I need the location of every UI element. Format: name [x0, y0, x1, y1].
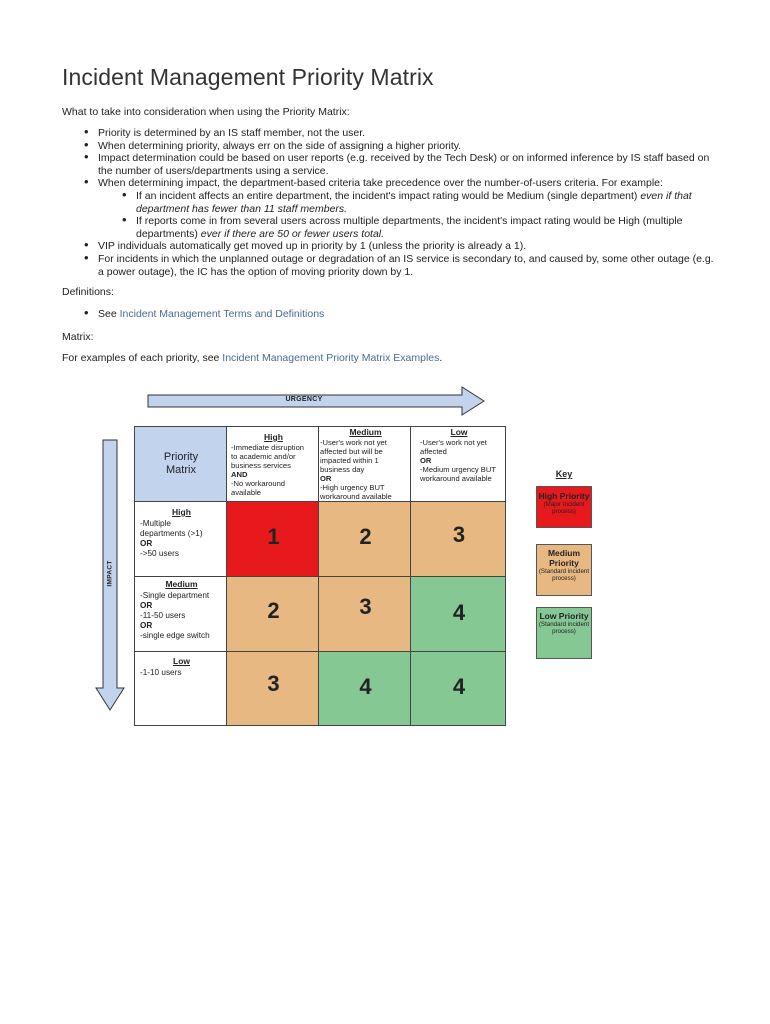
priority-cell [318, 651, 411, 726]
key-item-note: (Standard incident process) [538, 621, 590, 636]
criteria-line: -Multiple [140, 519, 171, 528]
criteria-line: to academic and/or [231, 452, 296, 461]
criteria-line: workaround available [320, 492, 392, 501]
priority-number: 4 [452, 600, 466, 625]
key-low-priority [536, 607, 592, 659]
criteria-line: workaround available [420, 474, 492, 483]
urgency-high-header [226, 426, 319, 502]
examples-prefix: For examples of each priority, see [62, 352, 223, 364]
emphasis-text: ever if there are 50 or fewer users total. [200, 227, 385, 240]
criteria-line: OR [420, 456, 432, 465]
examples-text [62, 352, 442, 365]
urgency-medium-header [318, 426, 411, 502]
criteria-line: impacted within 1 [320, 456, 379, 465]
examples-suffix: . [439, 352, 443, 364]
intro-text: What to take into consideration when using the Priority Matrix: [62, 106, 350, 118]
impact-high-header [134, 501, 227, 577]
priority-number: 3 [359, 594, 372, 619]
list-item-text: When determining impact, the department-based criteria take precedence over the number-of-users criteria. For example: [98, 177, 663, 190]
criteria-line: -No workaround [231, 479, 286, 488]
priority-number: 4 [359, 674, 372, 699]
priority-cell [410, 501, 506, 577]
impact-low-criteria [140, 668, 228, 678]
priority-number: 3 [452, 522, 466, 547]
urgency-low-title: Low [450, 427, 468, 437]
priority-cell [410, 651, 506, 726]
criteria-line: affected but will be [320, 447, 383, 456]
list-item: • For incidents in which the unplanned outage or degradation of an IS service is secondary to, and caused by, some other outage (e.g. a power outage), the IC has the option of moving priority down by 1. [84, 253, 714, 278]
priority-number: 4 [452, 674, 466, 699]
urgency-high-criteria [231, 443, 319, 497]
key-title: Key [555, 469, 573, 479]
criteria-line: AND [231, 470, 248, 479]
impact-medium-criteria [140, 591, 228, 641]
priority-cell [226, 576, 319, 652]
criteria-line: -User's work not yet [420, 438, 487, 447]
key-item-note: (Standard incident process) [538, 568, 590, 583]
list-item: • Impact determination could be based on user reports (e.g. received by the Tech Desk) or on informed inference by IS staff based on the number of users/departments using a service. [84, 152, 714, 177]
list-item: • Priority is determined by an IS staff member, not the user. [84, 127, 714, 140]
key-high-priority [536, 486, 592, 528]
sub-list [98, 190, 714, 240]
matrix-examples-link[interactable]: Incident Management Priority Matrix Examples [222, 352, 440, 364]
list-item: • VIP individuals automatically get moved up in priority by 1 (unless the priority is already a 1). [84, 240, 714, 253]
impact-label: IMPACT [106, 560, 114, 587]
priority-cell [318, 501, 411, 577]
criteria-line: -Medium urgency BUT [420, 465, 496, 474]
priority-cell [410, 576, 506, 652]
urgency-high-title: High [264, 432, 283, 442]
priority-number: 1 [267, 524, 280, 549]
criteria-line: departments (>1) [140, 529, 203, 538]
priority-cell [318, 576, 411, 652]
key-item-note: (Major Incident process) [543, 501, 585, 516]
definitions-list [84, 308, 484, 321]
criteria-line: -Single department [140, 591, 210, 600]
criteria-line: affected [420, 447, 447, 456]
page-title: Incident Management Priority Matrix [62, 64, 434, 90]
priority-number: 3 [267, 671, 280, 696]
list-item-text: If reports come in from several users across multiple departments, the incident's impact rating would be High (multiple departments) [136, 215, 683, 240]
urgency-label: URGENCY [285, 396, 323, 403]
key-medium-priority [536, 544, 592, 596]
priority-number: 2 [267, 598, 280, 623]
matrix-heading: Matrix: [62, 331, 94, 343]
criteria-line: -1-10 users [140, 668, 182, 677]
considerations-list [84, 127, 714, 278]
urgency-medium-title: Medium [349, 427, 382, 437]
criteria-line: OR [320, 474, 332, 483]
criteria-line: ->50 users [140, 549, 179, 558]
urgency-low-header [410, 426, 506, 502]
criteria-line: -11-50 users [140, 611, 186, 620]
urgency-medium-criteria [320, 438, 410, 501]
priority-number: 2 [359, 524, 372, 549]
priority-cell [226, 501, 319, 577]
list-item [122, 190, 714, 215]
impact-low-title: Low [173, 656, 190, 666]
criteria-line: business services [231, 461, 291, 470]
list-item [84, 308, 484, 321]
terms-definitions-link[interactable]: Incident Management Terms and Definitions [119, 308, 325, 320]
key-item-name: Low Priority [539, 611, 589, 621]
definitions-heading: Definitions: [62, 286, 114, 298]
criteria-line: -User's work not yet [320, 438, 387, 447]
criteria-line: -High urgency BUT [320, 483, 385, 492]
key-item-name: High Priority [538, 491, 590, 501]
key-item-name: Medium Priority [547, 548, 581, 568]
criteria-line: OR [140, 539, 153, 548]
criteria-line: available [231, 488, 261, 497]
impact-high-criteria [140, 519, 228, 559]
impact-medium-title: Medium [165, 579, 198, 589]
list-item-text: If an incident affects an entire department, the incident's impact rating would be Medium (single department) [136, 189, 641, 202]
emphasis-text: even if that department has fewer than 11 staff members. [136, 189, 692, 215]
criteria-line: business day [320, 465, 365, 474]
priority-matrix-figure [80, 380, 590, 735]
criteria-line: OR [140, 601, 153, 610]
criteria-line: -Immediate disruption [231, 443, 305, 452]
list-item [84, 177, 714, 240]
impact-low-header [134, 651, 227, 726]
list-item [122, 215, 714, 240]
impact-high-title: High [172, 507, 191, 517]
criteria-line: -single edge switch [140, 631, 210, 640]
impact-medium-header [134, 576, 227, 652]
criteria-line: OR [140, 621, 153, 630]
list-item: • When determining priority, always err on the side of assigning a higher priority. [84, 140, 714, 153]
urgency-low-criteria [420, 438, 506, 483]
matrix-corner-header [134, 426, 227, 502]
matrix-corner-title: Priority Matrix [163, 451, 199, 476]
priority-cell [226, 651, 319, 726]
list-item-text: See [98, 308, 120, 320]
